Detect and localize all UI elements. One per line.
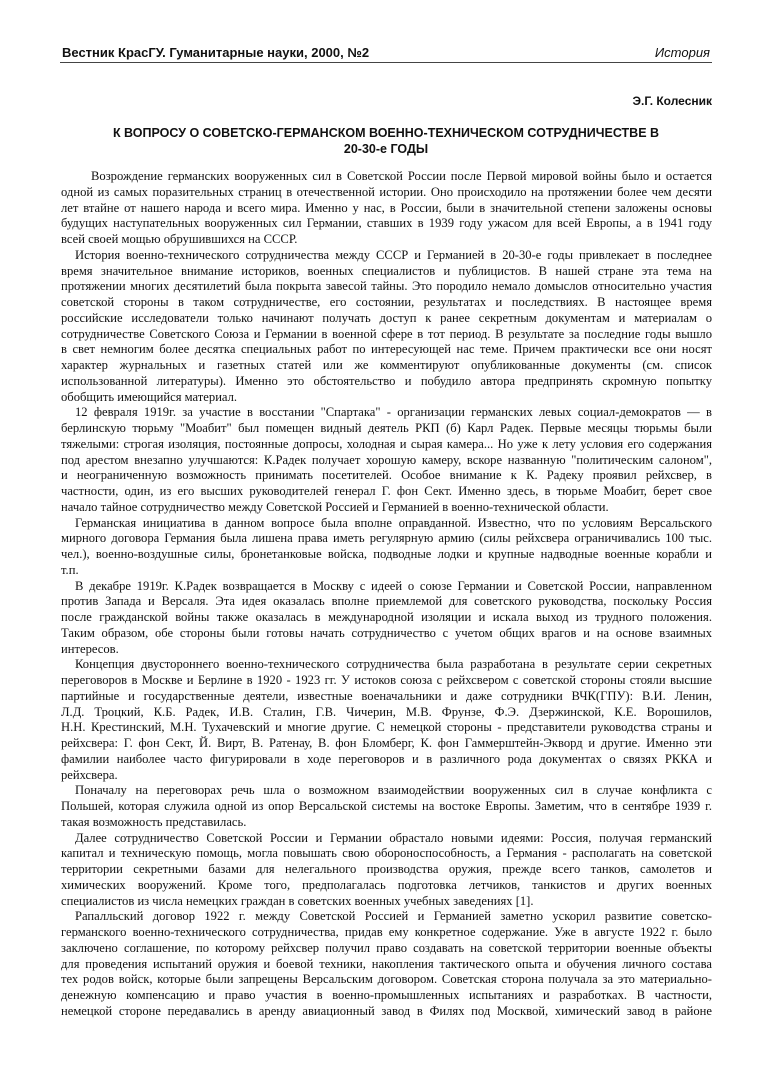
text-line: характер журнальных и газетных статей или же комментируют опубликованные документы (см. список xyxy=(61,358,712,372)
text-line: советской стороны в таком сотрудничестве, его состоянии, результатах и последствиях. В настоящее время xyxy=(61,295,712,309)
text-line: Германская инициатива в данном вопросе была вполне оправданной. Известно, что по условиям Версальского xyxy=(75,515,712,530)
paragraph xyxy=(61,579,712,658)
text-line: т.п. xyxy=(61,562,79,577)
text-line: после гражданской войны также оказалась в международной изоляции и искала выход из трудного положения. xyxy=(61,610,712,624)
text-line: Концепция двустороннего военно-технического сотрудничества была разработана в результате серии секретных xyxy=(75,657,712,672)
text-line: Таким образом, обе стороны были готовы начать сотрудничество с учетом общих врагов и на основе взаимных xyxy=(61,625,712,640)
text-line: сотрудничестве Советского Союза и Германии в военной сфере в тот период. В результате за последние годы вышло xyxy=(61,326,712,341)
text-line: под арестом внезапно улучшаются: К.Радек получает хорошую камеру, вскоре названную "политическим салоном", xyxy=(61,452,712,467)
text-line: российские исследователи только начинают получать доступ к ранее секретным документам и материалам о xyxy=(61,310,712,325)
text-line: Л.Д. Троцкий, К.Б. Радек, И.В. Сталин, Г.В. Чичерин, М.В. Фрунзе, Ф.Э. Дзержинской, К.Е. Ворошилов, xyxy=(61,704,712,719)
paragraph xyxy=(61,248,712,406)
text-line: фамилии наиболее часто фигурировали в ходе переговоров и в различного рода документах о связях РККА и xyxy=(61,751,712,766)
text-line: 12 февраля 1919г. за участие в восстании "Спартака" - организации германских левых социал-демократов — в xyxy=(75,405,712,420)
text-line: берлинскую тюрьму "Моабит" был помещен видный деятель РКП (б) Карл Радек. Первые месяцы тюрьмы были xyxy=(61,421,712,435)
paragraph xyxy=(61,657,712,783)
text-line: территории секретными базами для нелегального производства оружия, прежде всего танков, самолетов и xyxy=(61,862,712,876)
paragraph xyxy=(61,783,712,830)
text-line: лет втайне от нашего народа и всего мира. Именно у нас, в России, были в значительной степени заложены основы xyxy=(61,200,712,215)
text-line: против Запада и Версаля. Эта идея оказалась вполне приемлемой для советского руководства, поскольку Россия xyxy=(61,594,712,609)
text-line: переговоров в Москве и Берлине в 1920 - 1923 гг. У истоков союза с рейхсвером с советской стороны стояли высшие xyxy=(61,673,712,687)
text-line: капитал и техническую помощь, могла повышать свою обороноспособность, а Германия - располагать на советской xyxy=(61,846,712,861)
text-line: Далее сотрудничество Советской России и Германии обрастало новыми идеями: Россия, получая германский xyxy=(75,830,712,845)
text-line: Польшей, которая служила одной из опор Версальской системы на востоке Европы. Заметим, что в сентябре 1939 г. xyxy=(61,799,712,813)
text-line: интересов. xyxy=(61,641,119,656)
text-line: заключено соглашение, по которому рейхсвер получил право создавать на советской территории военные объекты xyxy=(61,940,712,955)
text-line: Н.Н. Крестинский, М.Н. Тухачевский и многие другие. С немецкой стороны - представители руководства страны и xyxy=(61,720,712,735)
paragraph xyxy=(61,516,712,579)
text-line: начало тайное сотрудничество между Советской Россией и Германией в военно-технической области. xyxy=(61,499,609,514)
text-line: протяжении многих десятилетий была покрыта завесой тайны. Это породило немало домыслов относительно участия xyxy=(61,279,712,294)
text-line: одной из самых поразительных страниц в отечественной истории. Оно происходило на протяжении более чем десяти xyxy=(61,184,712,199)
text-line: денежную компенсацию и право участия в военно-промышленных испытаниях и разработках. В частности, xyxy=(61,988,712,1002)
text-line: специалистов из числа немецких граждан в советских военных учебных заведениях [1]. xyxy=(61,893,534,908)
title-line: К ВОПРОСУ О СОВЕТСКО-ГЕРМАНСКОМ ВОЕННО-ТЕХНИЧЕСКОМ СОТРУДНИЧЕСТВЕ В xyxy=(112,126,660,140)
text-line: для проведения испытаний оружия и боевой техники, накопления тактического опыта и обучения личного состава xyxy=(61,956,712,971)
text-line: Возрождение германских вооруженных сил в Советской России после Первой мировой войны было и остается xyxy=(91,169,712,183)
text-line: тяжелыми: строгая изоляция, постоянные допросы, холодная и сырая камера... Но уже к лету условия его содержания xyxy=(61,436,712,451)
text-line: использованной литературы). Именно это обстоятельство и побудило автора предпринять скромную попытку xyxy=(61,373,712,388)
text-line: мирного договора Германия была лишена права иметь регулярную армию (силы рейхсвера ограничивались 100 тыс. xyxy=(61,531,712,546)
text-line: химических вооружений. Кроме того, предполагалась подготовка летчиков, танкистов и других военных xyxy=(61,877,712,892)
journal-title: Вестник КрасГУ. Гуманитарные науки, 2000, №2 xyxy=(62,45,370,60)
text-line: рейхсвера: Г. фон Сект, Й. Вирт, В. Ратенау, В. фон Бломберг, К. фон Гаммерштейн-Экворд и другие. Именно эти xyxy=(61,736,712,750)
text-line: частности, один, из его высших руководителей генерал Г. фон Сект. Именно здесь, в тюрьме Моабит, берет свое xyxy=(61,484,712,498)
text-line: В декабре 1919г. К.Радек возвращается в Москву с идеей о союзе Германии и Советской России, направленном xyxy=(75,578,712,593)
author-name: Э.Г. Колесник xyxy=(632,94,712,108)
title-line: 20-30-е ГОДЫ xyxy=(343,142,429,156)
paragraph xyxy=(61,169,712,248)
text-line: немецкой стороне передавались в аренду авиационный завод в Филях под Москвой, химический завод в районе xyxy=(61,1003,712,1018)
paragraph xyxy=(61,909,712,1019)
text-line: время значительное внимание историков, военных специалистов и публицистов. В нашей стране эта тема на xyxy=(61,263,712,278)
text-line: германского военно-технического сотрудничества, придав ему конкретное содержание. Уже в августе 1922 г. было xyxy=(61,925,712,939)
text-line: Рапалльский договор 1922 г. между Советской Россией и Германией заметно ускорил развитие советско- xyxy=(75,909,712,924)
text-line: чел.), военно-воздушные силы, бронетанковые войска, подводные лодки и крупные надводные военные корабли и xyxy=(61,547,712,561)
text-line: такая возможность представилась. xyxy=(61,814,247,829)
text-line: будущих наступательных вооруженных сил Германии, ставших в 1939 году ужасом для всей Европы, а в 1941 году xyxy=(61,216,712,231)
text-line: и неограниченную возможность принимать посетителей. Особое внимание к К. Радеку проявил рейхсвер, в xyxy=(61,468,712,483)
paragraph xyxy=(61,831,712,910)
text-line: тех родов войск, которые были запрещены Версальским договором. Советская сторона получала за это материально- xyxy=(61,972,712,987)
text-line: партийные и государственные деятели, известные военачальники и даже сотрудники ВЧК(ГПУ): В.И. Ленин, xyxy=(61,688,712,703)
running-header xyxy=(60,44,712,63)
paragraph xyxy=(61,405,712,515)
text-line: История военно-технического сотрудничества между СССР и Германией в 20-30-е годы привлекает в последнее xyxy=(75,247,712,262)
article-title xyxy=(60,125,712,157)
article-body xyxy=(61,169,712,1020)
text-line: Поначалу на переговорах речь шла о возможном взаимодействии вооруженных сил в случае конфликта с xyxy=(75,783,712,798)
text-line: в свет немногим более десятка специальных работ по интересующей нас теме. Причем практически все они носят xyxy=(61,342,712,357)
text-line: рейхсвера. xyxy=(61,767,118,782)
section-name: История xyxy=(654,45,710,60)
text-line: обобщить имеющийся материал. xyxy=(61,389,238,404)
text-line: всей своей мощью обрушившихся на СССР. xyxy=(61,232,298,246)
